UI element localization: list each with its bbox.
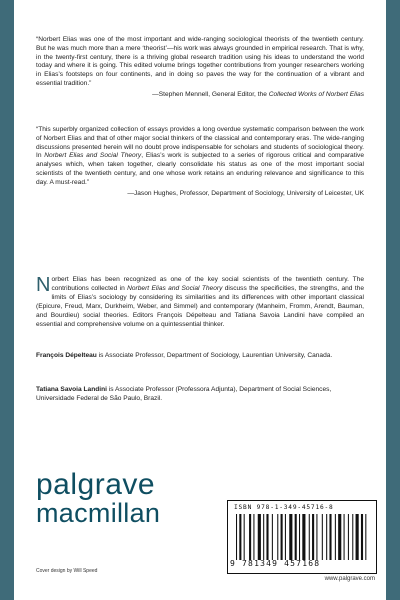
publisher-logo [36, 470, 236, 527]
isbn-label: ISBN 978-1-349-45716-8 [234, 504, 334, 511]
barcode-panel [227, 500, 377, 574]
editor-name: Tatiana Savoia Landini [36, 386, 107, 393]
editor-bio-2: Tatiana Savoia Landini is Associate Professor (Professora Adjunta), Department of Social Sciences, Universidade Federal de São Paulo, Brazil. [36, 386, 332, 402]
publisher-logo-line1: palgrave [36, 468, 156, 501]
endorsement-quote-2 [36, 126, 364, 198]
publisher-url: www.palgrave.com [324, 576, 375, 582]
editor-name: François Dépelteau [36, 352, 97, 359]
barcode-icon [236, 514, 368, 560]
back-cover-panel [14, 0, 386, 600]
quote-attribution: —Stephen Mennell, General Editor, the Collected Works of Norbert Elias [152, 90, 364, 98]
quote-attribution: —Jason Hughes, Professor, Department of Sociology, University of Leicester, UK [127, 189, 364, 197]
barcode-digits: 9 781349 457168 [230, 559, 321, 568]
cover-design-credit: Cover design by Will Speed [36, 568, 98, 574]
publisher-logo-line2: macmillan [36, 498, 161, 528]
editor-bio-1: François Dépelteau is Associate Professor, Department of Sociology, Laurentian University, Canada. [36, 352, 333, 359]
drop-cap: N [36, 274, 51, 296]
book-description: Norbert Elias has been recognized as one of the key social scientists of the twentieth century. The contributions collected in Norbert Elias and Social Theory discuss the specificities, the strengths, and the limits of Elias’s sociology by considering its similarities and its differences with other important classical (Epicure, Freud, Marx, Durkheim, Weber, and Simmel) and contemporary (Manheim, Fromm, Arendt, Bauman, and Bourdieu) social theories. Editors François Dépelteau and Tatiana Savoia Landini have compiled an essential and comprehensive volume on a quintessential thinker. [36, 274, 364, 328]
quote-text: “This superbly organized collection of essays provides a long overdue systematic comparison between the work of Norbert Elias and that of other major social thinkers of the classical and contemporary eras. The wide-ranging discussions presented herein will no doubt prove indispensable for scholars and students of sociological theory. In Norbert Elias and Social Theory, Elias’s work is subjected to a series of rigorous critical and comparative analyses which, when taken together, clearly consolidate his status as one of the most important social scientists of the twentieth century, and one whose work retains an enduring relevance and significance to this day. A must-read.” [36, 126, 364, 186]
endorsement-quote-1 [36, 36, 364, 100]
quote-text: “Norbert Elias was one of the most important and wide-ranging sociological theorists of the twentieth century. But he was much more than a mere ‘theorist’—his work was always grounded in empirical research. That is why, in the twenty-first century, there is a thriving global research tradition using his ideas to understand the world today and where it is going. This edited volume brings together contributions from younger researchers working in Elias’s footsteps on four continents, and in doing so paves the way for the continuation of a vibrant and essential tradition.” [36, 36, 364, 87]
